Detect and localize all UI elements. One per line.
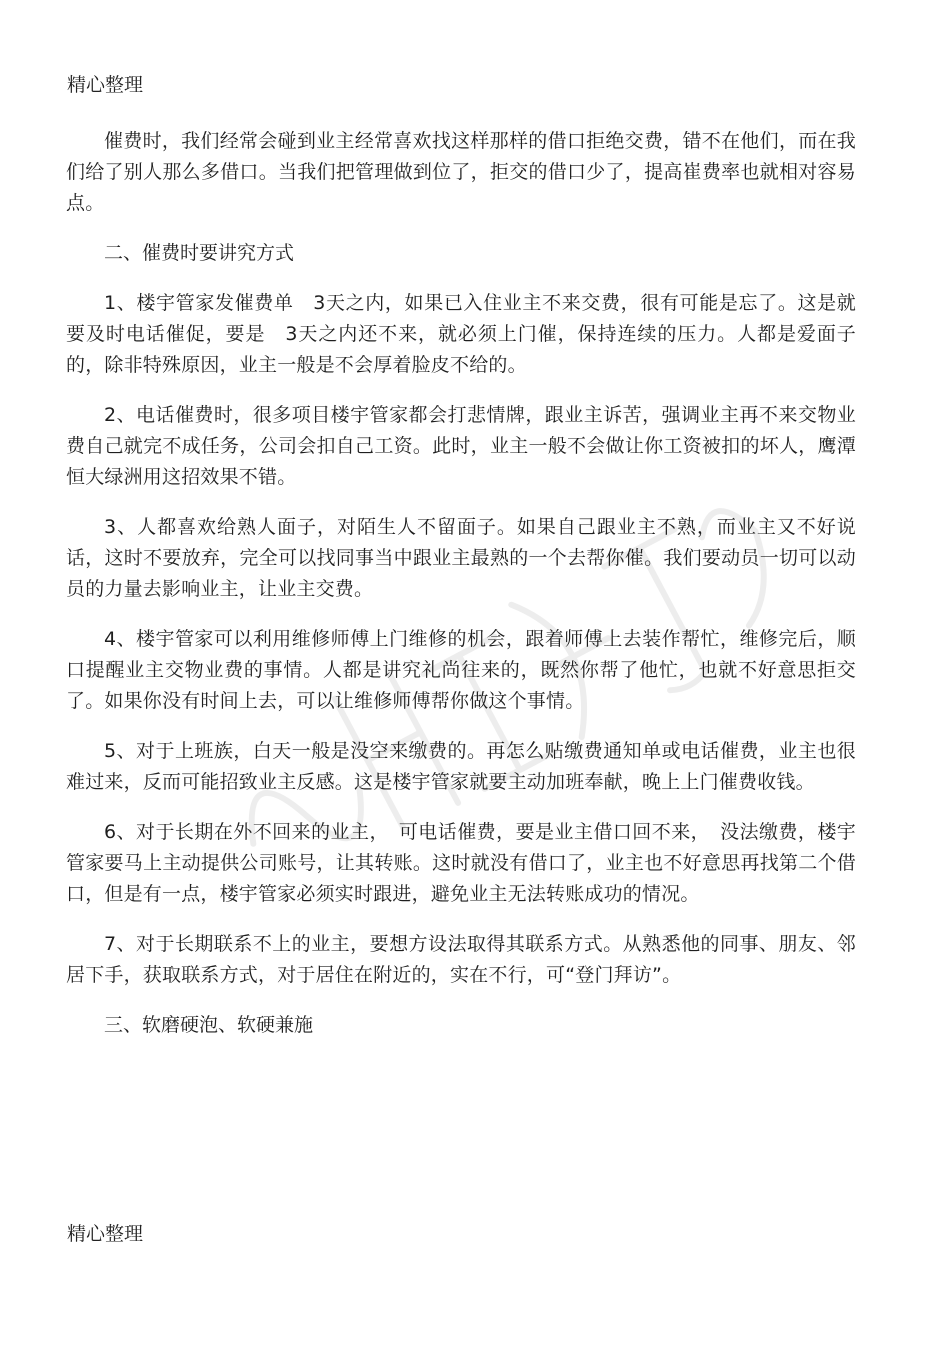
- paragraph-item-4: 4、楼宇管家可以利用维修师傅上门维修的机会，跟着师傅上去装作帮忙，维修完后，顺口提醒业主交物业费的事情。人都是讲究礼尚往来的，既然你帮了他忙，也就不好意思拒交了。如果你没有时间上去，可以让维修师傅帮你做这个事情。: [66, 628, 856, 712]
- paragraph-item-2: 2、电话催费时，很多项目楼宇管家都会打悲情牌，跟业主诉苦，强调业主再不来交物业费自己就完不成任务，公司会扣自己工资。此时，业主一般不会做让你工资被扣的坏人，鹰潭恒大绿洲用这招效果不错。: [66, 404, 856, 488]
- page-header: 精心整理: [67, 74, 144, 96]
- section-heading-3: 三、软磨硬泡、软硬兼施: [104, 1014, 314, 1036]
- page-footer: 精心整理: [67, 1223, 144, 1245]
- document-body: [66, 126, 856, 1060]
- paragraph-item-7: 7、对于长期联系不上的业主，要想方设法取得其联系方式。从熟悉他的同事、朋友、邻居下手，获取联系方式，对于居住在附近的，实在不行，可“登门拜访”。: [66, 933, 856, 986]
- paragraph-item-6: 6、对于长期在外不回来的业主， 可电话催费，要是业主借口回不来， 没法缴费，楼宇管家要马上主动提供公司账号，让其转账。这时就没有借口了，业主也不好意思再找第二个借口，但是有一点，楼宇管家必须实时跟进，避免业主无法转账成功的情况。: [66, 821, 856, 905]
- paragraph-item-3: 3、人都喜欢给熟人面子，对陌生人不留面子。如果自己跟业主不熟，而业主又不好说话，这时不要放弃，完全可以找同事当中跟业主最熟的一个去帮你催。我们要动员一切可以动员的力量去影响业主，让业主交费。: [66, 516, 856, 600]
- paragraph-item-5: 5、对于上班族，白天一般是没空来缴费的。再怎么贴缴费通知单或电话催费，业主也很难过来，反而可能招致业主反感。这是楼宇管家就要主动加班奉献，晚上上门催费收钱。: [66, 740, 856, 793]
- paragraph-item-1: 1、楼宇管家发催费单 3天之内，如果已入住业主不来交费，很有可能是忘了。这是就要及时电话催促，要是 3天之内还不来，就必须上门催，保持连续的压力。人都是爱面子的，除非特殊原因，业主一般是不会厚着脸皮不给的。: [66, 292, 856, 376]
- paragraph-intro: 催费时，我们经常会碰到业主经常喜欢找这样那样的借口拒绝交费，错不在他们，而在我们给了别人那么多借口。当我们把管理做到位了，拒交的借口少了，提高崔费率也就相对容易点。: [66, 130, 856, 214]
- section-heading-2: 二、催费时要讲究方式: [104, 242, 295, 264]
